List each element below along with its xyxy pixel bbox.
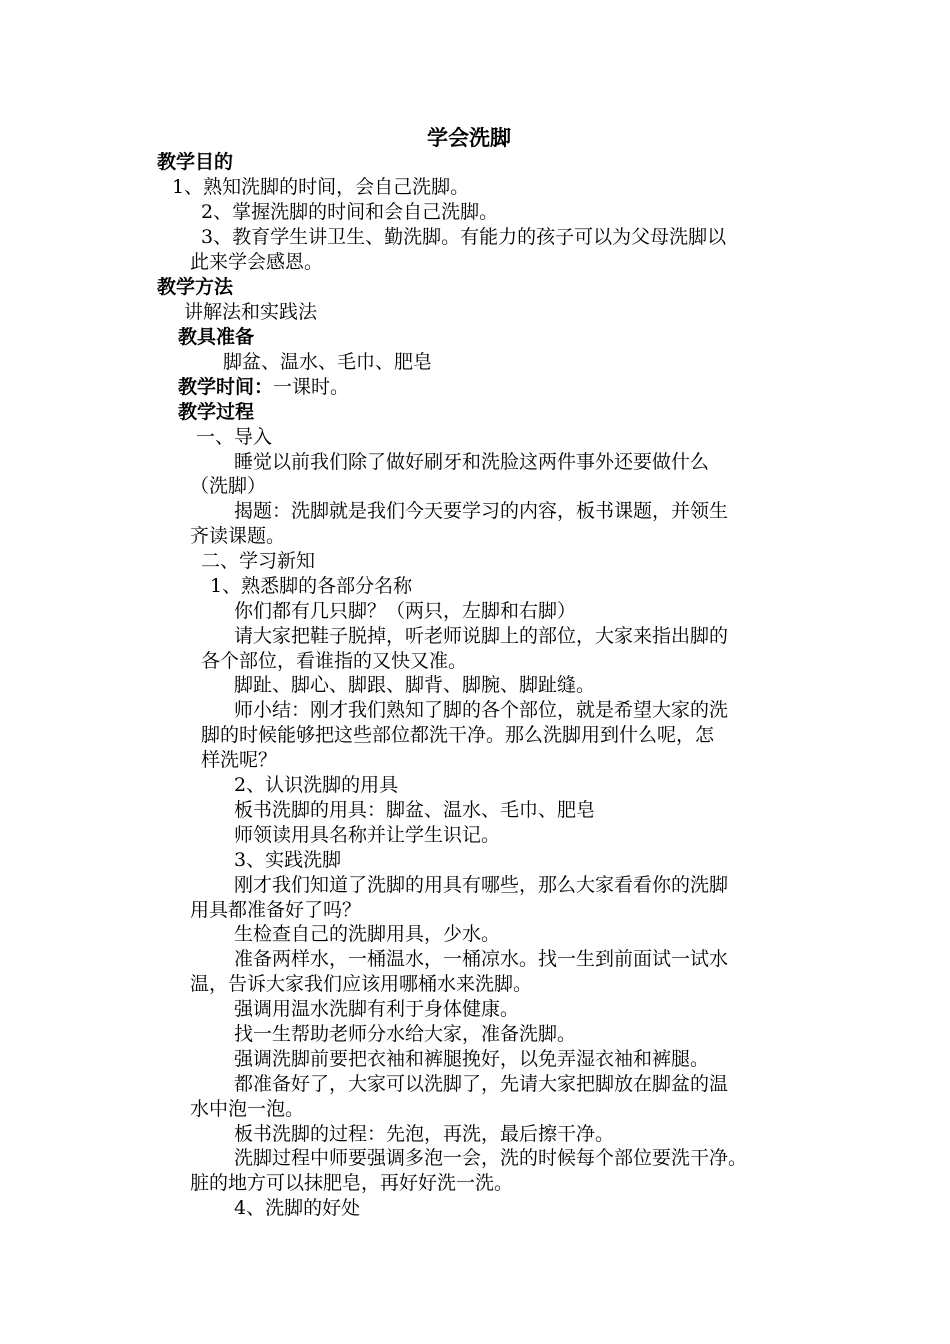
process-line: 师领读用具名称并让学生识记。: [234, 824, 501, 846]
time-line: [178, 375, 349, 399]
process-line: 生检查自己的洗脚用具，少水。: [234, 923, 501, 945]
process-line: 水中泡一泡。: [190, 1098, 305, 1120]
process-line: 洗脚过程中师要强调多泡一会，洗的时候每个部位要洗干净。: [234, 1147, 748, 1169]
process-line: 刚才我们知道了洗脚的用具有哪些，那么大家看看你的洗脚: [234, 874, 729, 896]
process-line: 你们都有几只脚？（两只，左脚和右脚）: [234, 600, 577, 622]
process-line: 强调洗脚前要把衣袖和裤腿挽好，以免弄湿衣袖和裤腿。: [234, 1048, 710, 1070]
process-line: 请大家把鞋子脱掉，听老师说脚上的部位，大家来指出脚的: [234, 625, 729, 647]
process-line: 都准备好了，大家可以洗脚了，先请大家把脚放在脚盆的温: [234, 1073, 729, 1095]
process-line: 师小结：刚才我们熟知了脚的各个部位，就是希望大家的洗: [234, 699, 729, 721]
process-line: 一、导入: [196, 426, 273, 448]
process-line: 二、学习新知: [201, 550, 316, 572]
page-title: 学会洗脚: [427, 126, 511, 150]
tools-text: 脚盆、温水、毛巾、肥皂: [223, 351, 433, 373]
process-line: 温，告诉大家我们应该用哪桶水来洗脚。: [190, 973, 533, 995]
process-line: 准备两样水，一桶温水，一桶凉水。找一生到前面试一试水: [234, 948, 729, 970]
process-line: 板书洗脚的用具：脚盆、温水、毛巾、肥皂: [234, 799, 596, 821]
process-line: 脏的地方可以抹肥皂，再好好洗一洗。: [190, 1172, 514, 1194]
process-line: 1、熟悉脚的各部分名称: [210, 575, 413, 597]
process-heading: 教学过程: [178, 401, 255, 423]
goal-item: 1、熟知洗脚的时间，会自己洗脚。: [172, 176, 470, 198]
goal-item: 2、掌握洗脚的时间和会自己洗脚。: [201, 201, 499, 223]
process-line: 板书洗脚的过程：先泡，再洗，最后擦干净。: [234, 1123, 615, 1145]
process-line: 4、洗脚的好处: [234, 1197, 361, 1219]
process-line: 样洗呢？: [201, 749, 278, 771]
time-label: 教学时间：: [178, 376, 274, 398]
process-line: 各个部位，看谁指的又快又准。: [201, 650, 468, 672]
method-heading: 教学方法: [157, 276, 234, 298]
process-line: 脚的时候能够把这些部位都洗干净。那么洗脚用到什么呢，怎: [201, 724, 715, 746]
goal-item: 3、教育学生讲卫生、勤洗脚。有能力的孩子可以为父母洗脚以: [201, 226, 727, 248]
process-line: （洗脚）: [190, 475, 267, 497]
time-value: 一课时。: [273, 376, 350, 398]
process-line: 2、认识洗脚的用具: [234, 774, 399, 796]
process-line: 找一生帮助老师分水给大家，准备洗脚。: [234, 1023, 577, 1045]
process-line: 强调用温水洗脚有利于身体健康。: [234, 998, 520, 1020]
process-line: 齐读课题。: [190, 525, 286, 547]
process-line: 睡觉以前我们除了做好刷牙和洗脸这两件事外还要做什么: [234, 451, 710, 473]
process-line: 用具都准备好了吗？: [190, 899, 362, 921]
process-line: 揭题：洗脚就是我们今天要学习的内容，板书课题，并领生: [234, 500, 729, 522]
method-text: 讲解法和实践法: [184, 301, 318, 323]
tools-heading: 教具准备: [178, 326, 255, 348]
process-line: 脚趾、脚心、脚跟、脚背、脚腕、脚趾缝。: [234, 674, 596, 696]
goal-item: 此来学会感恩。: [190, 251, 324, 273]
goals-heading: 教学目的: [157, 151, 234, 173]
process-line: 3、实践洗脚: [234, 849, 342, 871]
